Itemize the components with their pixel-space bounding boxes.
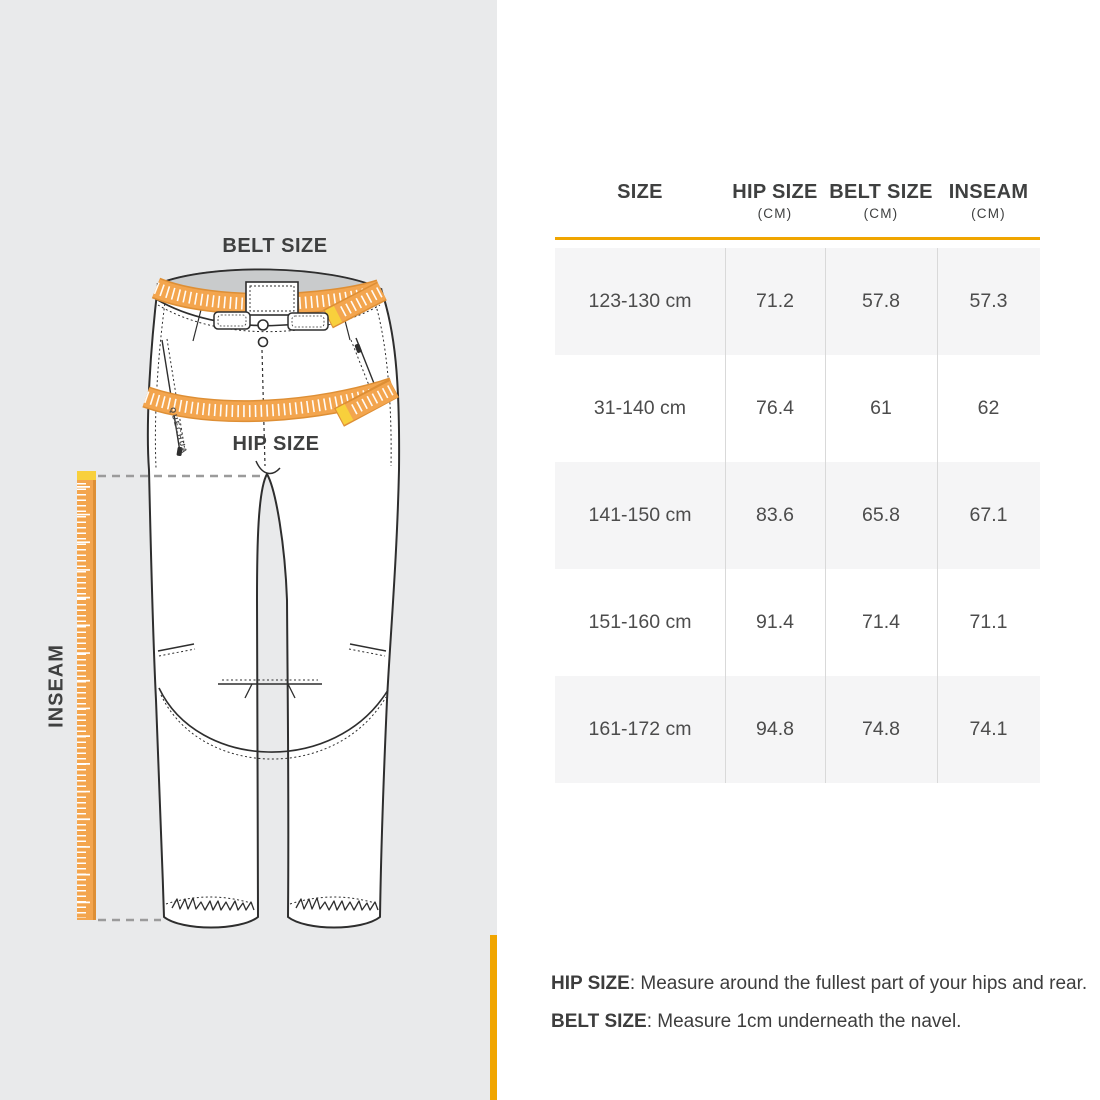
- header-inseam: INSEAM (CM): [948, 181, 1029, 221]
- column-separator: [825, 248, 826, 783]
- size-table-body: [555, 248, 1040, 783]
- header-hip-size: HIP SIZE (CM): [732, 181, 818, 221]
- pants-diagram: [0, 0, 500, 1100]
- pants-silhouette: [148, 270, 399, 928]
- size-table: [555, 180, 1040, 783]
- inseam-label: INSEAM: [45, 644, 68, 728]
- hip-size-label: HIP SIZE: [232, 433, 320, 455]
- header-belt-size: BELT SIZE (CM): [829, 181, 933, 221]
- belt-size-label: BELT SIZE: [222, 235, 328, 257]
- hip-size-note: HIP SIZE: Measure around the fullest part of your hips and rear.: [551, 973, 1088, 994]
- brand-text: QUECHUA: [168, 406, 190, 456]
- table-row: 123-130 cm 71.2 57.8 57.3: [555, 248, 1040, 355]
- accent-bar: [490, 935, 497, 1100]
- column-separator: [937, 248, 938, 783]
- inseam-ruler: [77, 471, 96, 920]
- column-separator: [725, 248, 726, 783]
- table-row: 161-172 cm 94.8 74.8 74.1: [555, 676, 1040, 783]
- header-accent-rule: [555, 237, 1040, 240]
- table-row: 31-140 cm 76.4 61 62: [593, 397, 1000, 419]
- size-table-header: [555, 180, 1040, 235]
- header-size: SIZE: [617, 181, 663, 203]
- measurement-notes: [551, 965, 1096, 1041]
- belt-size-note: BELT SIZE: Measure 1cm underneath the navel.: [551, 1011, 962, 1032]
- table-row: 141-150 cm 83.6 65.8 67.1: [555, 462, 1040, 569]
- table-row: 151-160 cm 91.4 71.4 71.1: [588, 611, 1008, 633]
